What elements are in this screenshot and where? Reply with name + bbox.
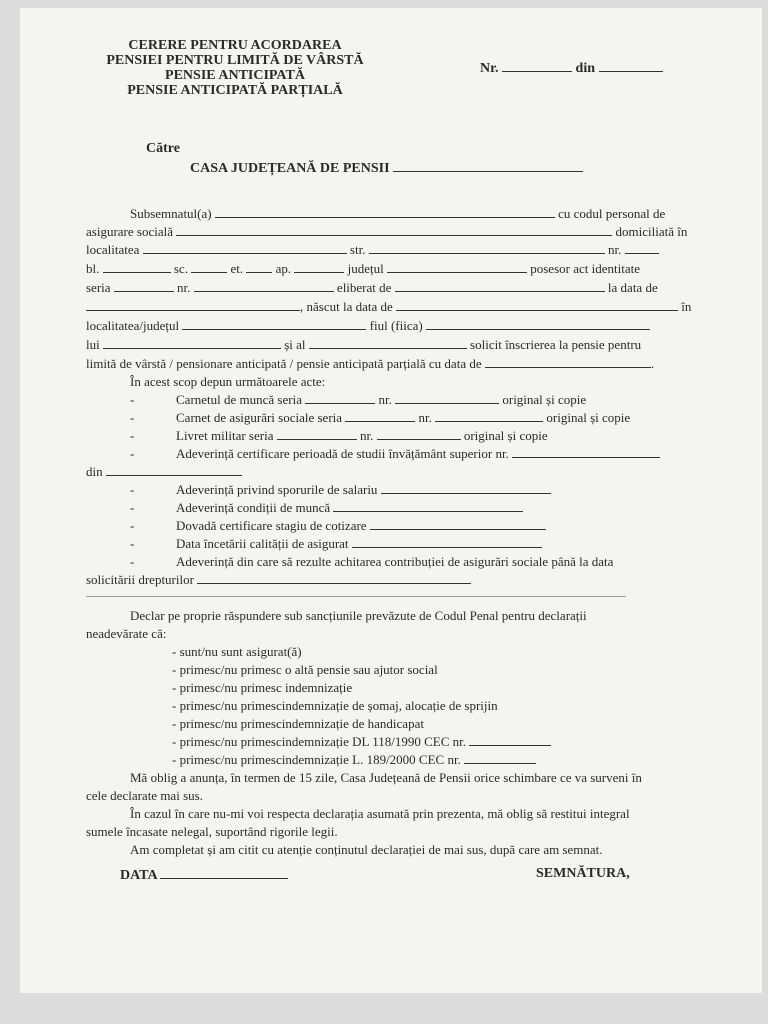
solicit-label: solicit înscrierea la pensie pentru: [470, 337, 642, 352]
row-loc-jud: [86, 318, 650, 334]
dash: -: [130, 518, 135, 533]
declar-intro-1: Declar pe proprie răspundere sub sancțiunile prevăzute de Codul Penal pentru declarații: [130, 608, 587, 623]
declar-item-3: - primesc/nu primesc indemnizație: [172, 680, 353, 695]
registration-number: [480, 60, 663, 77]
casa-label: CASA JUDEȚEANĂ DE PENSII: [190, 161, 390, 176]
fiul-label: fiul (fiica): [369, 318, 423, 333]
solicitarii-label: solicitării drepturilor: [86, 572, 194, 587]
in-label: în: [681, 299, 692, 314]
din-label: din: [575, 61, 596, 76]
adev-contrib-label: Adeverință din care să rezulte achitarea contribuției de asigurări sociale până la data: [176, 554, 614, 569]
tata-field[interactable]: [103, 337, 281, 349]
sporuri-label: Adeverință privind sporurile de salariu: [176, 482, 378, 497]
declar-item-7: [172, 752, 536, 768]
name-field[interactable]: [215, 206, 555, 218]
la-data-label: la data de: [607, 280, 658, 295]
data-nasterii-field[interactable]: [396, 299, 678, 311]
domiciliata-label: domiciliată în: [615, 224, 688, 239]
nr-label: nr.: [359, 428, 374, 443]
row-bloc: [86, 261, 640, 277]
livret-label: Livret militar seria: [176, 428, 274, 443]
declar-intro-2: neadevărate că:: [86, 626, 167, 641]
declar-item-6: [172, 734, 551, 750]
semnatura-label: SEMNĂTURA,: [536, 866, 630, 881]
row-subsemnatul: [130, 206, 665, 222]
title-line-2: PENSIEI PENTRU LIMITĂ DE VÂRSTĂ: [106, 53, 364, 68]
row-localitatea: [86, 242, 659, 258]
dash: -: [130, 428, 135, 443]
dovada-field[interactable]: [370, 518, 546, 530]
carnet-munca-nr-field[interactable]: [395, 392, 499, 404]
dash: -: [130, 410, 135, 425]
nr-adresa-field[interactable]: [625, 242, 659, 254]
conditii-field[interactable]: [333, 500, 523, 512]
data-incetarii-label: Data încetării calității de asigurat: [176, 536, 349, 551]
act-dovada: [130, 518, 546, 534]
nr-label: Nr.: [480, 61, 499, 76]
adev-studii-nr-field[interactable]: [512, 446, 660, 458]
livret-nr-field[interactable]: [377, 428, 461, 440]
localitatea-field[interactable]: [143, 242, 347, 254]
row-parinti: [86, 337, 641, 353]
sc-field[interactable]: [191, 261, 227, 273]
posesor-label: posesor act identitate: [530, 261, 640, 276]
declar-item-5: - primesc/nu primescindemnizație de handicapat: [172, 716, 424, 731]
sporuri-field[interactable]: [381, 482, 551, 494]
row-asigurare: [86, 224, 687, 240]
declar-item-2: - primesc/nu primesc o altă pensie sau ajutor social: [172, 662, 438, 677]
dash: -: [130, 392, 135, 407]
bl-label: bl.: [86, 261, 100, 276]
judetul-label: județul: [347, 261, 384, 276]
ap-field[interactable]: [294, 261, 344, 273]
cec-dl-field[interactable]: [469, 734, 551, 746]
nascut-label: , născut la data de: [300, 299, 393, 314]
data-eliberare-field[interactable]: [86, 299, 300, 311]
fiul-field[interactable]: [426, 318, 650, 330]
str-field[interactable]: [369, 242, 605, 254]
data-incetarii-field[interactable]: [352, 536, 542, 548]
livret-seria-field[interactable]: [277, 428, 357, 440]
din-field[interactable]: [599, 60, 663, 72]
loc-jud-field[interactable]: [182, 318, 366, 330]
str-label: str.: [349, 242, 366, 257]
nr-label: nr.: [378, 392, 392, 407]
adev-studii-label: Adeverință certificare perioadă de studii învățământ superior nr.: [176, 446, 509, 461]
orig-label: original și copie: [463, 428, 548, 443]
caz-line-1: În cazul în care nu-mi voi respecta declarația asumată prin prezenta, mă oblig să restitui integral: [130, 806, 630, 821]
carnet-asig-seria-field[interactable]: [345, 410, 415, 422]
nr-act-label: nr.: [177, 280, 191, 295]
eliberat-label: eliberat de: [336, 280, 392, 295]
row-nascut: [86, 299, 691, 315]
carnet-asig-label: Carnet de asigurări sociale seria: [176, 410, 343, 425]
separator-line: [86, 596, 626, 597]
et-label: et.: [230, 261, 244, 276]
data-field[interactable]: [160, 866, 288, 879]
orig-label: original și copie: [502, 392, 587, 407]
si-al-label: și al: [284, 337, 306, 352]
declar-item-6-label: - primesc/nu primescindemnizație DL 118/1990 CEC nr.: [172, 734, 467, 749]
seria-field[interactable]: [114, 280, 174, 292]
et-field[interactable]: [246, 261, 272, 273]
act-adev-contrib: [130, 554, 613, 570]
sc-label: sc.: [173, 261, 188, 276]
eliberat-field[interactable]: [395, 280, 605, 292]
din-label: din: [86, 464, 103, 479]
carnet-asig-nr-field[interactable]: [435, 410, 543, 422]
nr-act-field[interactable]: [194, 280, 334, 292]
seria-label: seria: [86, 280, 111, 295]
act-sporuri: [130, 482, 551, 498]
ap-label: ap.: [275, 261, 292, 276]
dash: -: [130, 446, 135, 461]
row-seria: [86, 280, 658, 296]
act-conditii: [130, 500, 523, 516]
act-data-incetarii: [130, 536, 542, 552]
act-livret: [130, 428, 548, 444]
form-title: [70, 38, 400, 98]
title-line-4: PENSIE ANTICIPATĂ PARȚIALĂ: [127, 83, 343, 98]
scop-line: În acest scop depun următoarele acte:: [130, 374, 326, 389]
form-page: [20, 8, 762, 993]
casa-pensii: [190, 160, 583, 177]
data-label: DATA: [120, 868, 157, 883]
act-solicitarii: [86, 572, 471, 588]
dash: -: [130, 500, 135, 515]
caz-line-2: sumele încasate nelegal, suportând rigorile legii.: [86, 824, 338, 839]
am-completat-line: Am completat și am citit cu atenție conținutul declarației de mai sus, după care am semnat.: [130, 842, 603, 857]
lui-label: lui: [86, 337, 100, 352]
cu-codul-label: cu codul personal de: [558, 206, 666, 221]
bl-field[interactable]: [103, 261, 171, 273]
title-line-1: CERERE PENTRU ACORDAREA: [128, 38, 342, 53]
dash: -: [130, 482, 135, 497]
mama-field[interactable]: [309, 337, 467, 349]
judetul-field[interactable]: [387, 261, 527, 273]
act-carnet-asig: [130, 410, 630, 426]
row-limita: limită de vârstă / pensionare anticipată / pensie anticipată parțială cu data de .: [86, 356, 655, 371]
dash: -: [130, 536, 135, 551]
solicitarii-field[interactable]: [197, 572, 471, 584]
data-signature-row: [120, 866, 288, 884]
nr-label: nr.: [418, 410, 432, 425]
oblig-line-2: cele declarate mai sus.: [86, 788, 203, 803]
conditii-label: Adeverință condiții de muncă: [176, 500, 331, 515]
carnet-munca-seria-field[interactable]: [305, 392, 375, 404]
subsemnatul-label: Subsemnatul(a): [130, 206, 212, 221]
cod-asigurare-field[interactable]: [176, 224, 612, 236]
act-adev-studii: [130, 446, 660, 462]
dovada-label: Dovadă certificare stagiu de cotizare: [176, 518, 367, 533]
cec-l-field[interactable]: [464, 752, 536, 764]
orig-label: original și copie: [546, 410, 631, 425]
nr-field[interactable]: [502, 60, 572, 72]
declar-item-4: - primesc/nu primescindemnizație de șomaj, alocație de sprijin: [172, 698, 498, 713]
asigurare-label: asigurare socială: [86, 224, 173, 239]
act-adev-studii-din: [86, 464, 242, 480]
localitatea-label: localitatea: [86, 242, 140, 257]
declar-item-7-label: - primesc/nu primescindemnizație L. 189/2000 CEC nr.: [172, 752, 461, 767]
nr-label-adresa: nr.: [607, 242, 622, 257]
data-pensie-field[interactable]: [485, 356, 651, 368]
oblig-line-1: Mă oblig a anunța, în termen de 15 zile, Casa Județeană de Pensii orice schimbare ce va surveni în: [130, 770, 642, 785]
adev-studii-din-field[interactable]: [106, 464, 242, 476]
declar-item-1: - sunt/nu sunt asigurat(ă): [172, 644, 302, 659]
loc-jud-label: localitatea/județul: [86, 318, 180, 333]
title-line-3: PENSIE ANTICIPATĂ: [165, 68, 305, 83]
catre-label: Către: [146, 141, 180, 156]
act-carnet-munca: [130, 392, 586, 408]
limita-label: limită de vârstă / pensionare anticipată / pensie anticipată parțială cu data de: [86, 356, 482, 371]
dash: -: [130, 554, 135, 569]
casa-field[interactable]: [393, 160, 583, 172]
carnet-munca-label: Carnetul de muncă seria: [176, 392, 302, 407]
